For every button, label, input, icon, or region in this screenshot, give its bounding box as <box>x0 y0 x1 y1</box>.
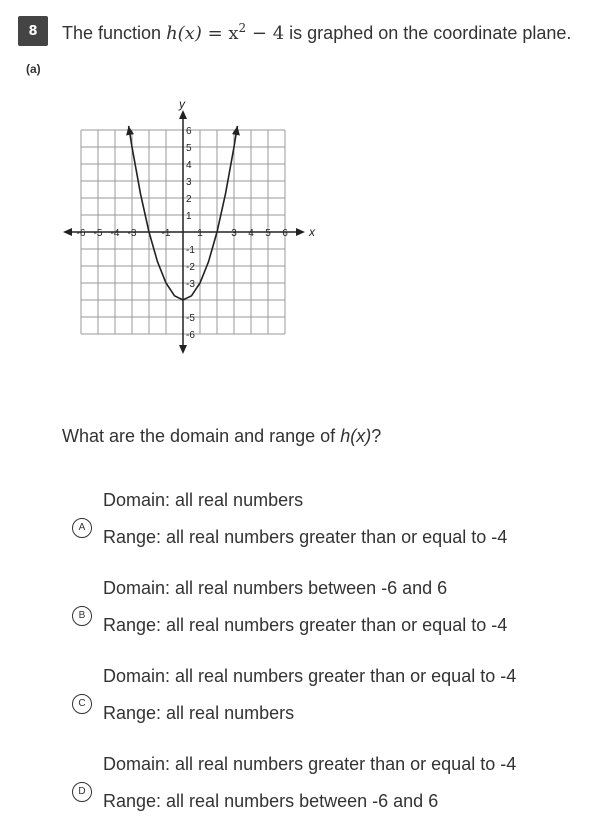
choice-b-domain: Domain: all real numbers between -6 and 6 <box>103 578 448 598</box>
x-tick-label: -3 <box>127 228 137 239</box>
prompt-function: h(x) <box>340 426 372 446</box>
y-tick-label: 6 <box>186 126 192 137</box>
choice-b[interactable] <box>72 578 602 648</box>
choice-a-domain: Domain: all real numbers <box>103 490 304 510</box>
y-tick-label: 3 <box>186 177 192 188</box>
choice-a-range: Range: all real numbers greater than or equal to -4 <box>103 527 508 547</box>
x-axis-arrow-left <box>63 228 72 236</box>
x-tick-label: 5 <box>265 228 271 239</box>
x-tick-label: 6 <box>282 228 288 239</box>
x-tick-label: -5 <box>93 228 103 239</box>
question-stem <box>62 15 571 47</box>
x-axis-arrow-right <box>296 228 305 236</box>
y-tick-label: 5 <box>186 143 192 154</box>
choice-c-range: Range: all real numbers <box>103 703 295 723</box>
y-axis-label: y <box>179 97 185 111</box>
x-tick-label: -6 <box>76 228 86 239</box>
choice-c[interactable] <box>72 666 602 736</box>
y-tick-label: -1 <box>186 245 195 256</box>
choice-d-range: Range: all real numbers between -6 and 6 <box>103 791 439 811</box>
choice-b-range: Range: all real numbers greater than or equal to -4 <box>103 615 508 635</box>
y-tick-label: -5 <box>186 313 195 324</box>
function-arg: (x) <box>177 23 202 44</box>
y-tick-label: -2 <box>186 262 195 273</box>
choice-c-bubble[interactable]: C <box>72 694 92 714</box>
choice-a[interactable] <box>72 490 602 560</box>
x-tick-label: 1 <box>197 228 203 239</box>
stem-prefix: The function <box>62 23 167 43</box>
function-name: h <box>166 23 178 44</box>
prompt-suffix: ? <box>371 426 382 446</box>
y-tick-label: 4 <box>186 160 192 171</box>
part-label: (a) <box>26 62 41 76</box>
choice-d-domain: Domain: all real numbers greater than or equal to -4 <box>103 754 517 774</box>
function-eq: = x <box>201 23 239 44</box>
x-tick-label: 4 <box>248 228 254 239</box>
choice-b-bubble[interactable]: B <box>72 606 92 626</box>
y-tick-label: 1 <box>186 211 192 222</box>
x-tick-label: -4 <box>110 228 120 239</box>
choice-d[interactable] <box>72 754 602 824</box>
x-axis-label: x <box>309 225 315 239</box>
function-graph <box>62 86 342 376</box>
y-axis-arrow-up <box>179 110 187 119</box>
y-tick-label: 2 <box>186 194 192 205</box>
function-expression <box>166 23 284 44</box>
choice-a-bubble[interactable]: A <box>72 518 92 538</box>
y-tick-label: -3 <box>186 279 195 290</box>
function-exponent: 2 <box>238 21 247 35</box>
choice-c-domain: Domain: all real numbers greater than or equal to -4 <box>103 666 517 686</box>
y-axis-arrow-down <box>179 345 187 354</box>
choice-d-bubble[interactable]: D <box>72 782 92 802</box>
prompt-prefix: What are the domain and range of <box>62 426 341 446</box>
function-rest: − 4 <box>246 23 285 44</box>
y-tick-label: -6 <box>186 330 195 341</box>
question-prompt <box>62 426 381 447</box>
stem-suffix: is graphed on the coordinate plane. <box>284 23 572 43</box>
x-tick-label: -1 <box>161 228 171 239</box>
question-number: 8 <box>18 16 48 46</box>
x-tick-label: 3 <box>231 228 237 239</box>
